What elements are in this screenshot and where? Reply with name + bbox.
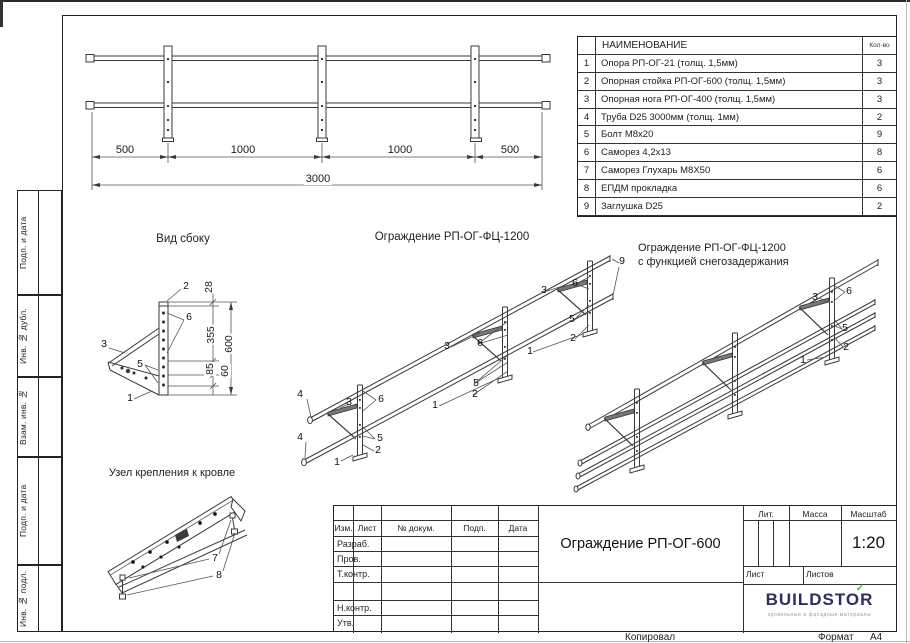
format-value: А4 [870, 632, 883, 643]
part-name: Заглушка D25 [596, 198, 863, 216]
tb-col-docnum: № докум. [397, 523, 435, 533]
tb-scale-label: Масштаб [850, 509, 887, 519]
part-name: Опорная стойка РП-ОГ-600 (толщ. 1,5мм) [596, 73, 863, 91]
callout-1: 1 [432, 399, 438, 411]
part-qty: 2 [863, 109, 896, 127]
tb-sheets-label: Листов [806, 569, 834, 579]
callout-2: 2 [472, 388, 478, 400]
callout-6: 6 [572, 277, 578, 289]
node-view-drawing [95, 487, 295, 637]
tb-col-izm: Изм. [334, 523, 353, 533]
side-view-title: Вид сбоку [156, 233, 210, 245]
dim-500-left: 500 [115, 144, 135, 156]
iso-center-title: Ограждение РП-ОГ-ФЦ-1200 [374, 231, 530, 243]
dim-1000-right: 1000 [387, 144, 413, 156]
parts-header-name: НАИМЕНОВАНИЕ [596, 37, 863, 55]
part-name: Опорная нога РП-ОГ-400 (толщ. 1,5мм) [596, 91, 863, 109]
part-name: ЕПДМ прокладка [596, 180, 863, 198]
tb-row-nkontr: Н.контр. [337, 603, 372, 613]
part-qty: 3 [863, 91, 896, 109]
part-qty: 6 [863, 162, 896, 180]
dim-500-right: 500 [500, 144, 520, 156]
logo-text: BUILDSTO ✓ R [765, 583, 874, 609]
callout-6: 6 [846, 285, 852, 297]
margin-label: Взам. инв. № [18, 389, 28, 445]
parts-header-num [578, 37, 596, 55]
tb-col-data: Дата [508, 523, 528, 533]
part-qty: 8 [863, 144, 896, 162]
part-qty: 3 [863, 73, 896, 91]
dim-85: 85 [204, 363, 216, 375]
callout-6: 6 [186, 311, 192, 323]
callout-9: 9 [619, 255, 625, 267]
document-title: Ограждение РП-ОГ-600 [560, 536, 721, 552]
callout-3: 3 [444, 340, 450, 352]
logo-o-house: O ✓ [845, 583, 866, 609]
page-corner-artifact [0, 0, 3, 27]
tb-row-utv: Утв. [337, 618, 355, 628]
tb-lit-label: Лит. [758, 509, 774, 519]
dim-60: 60 [219, 365, 231, 377]
part-num: 2 [578, 73, 596, 91]
callout-2: 2 [183, 280, 189, 292]
front-view-drawing [85, 42, 560, 192]
callout-4: 4 [297, 431, 303, 443]
callout-5: 5 [473, 377, 479, 389]
tb-col-list: Лист [357, 523, 377, 533]
callout-3: 3 [346, 396, 352, 408]
dim-600: 600 [223, 335, 235, 353]
iso-right-title-line2: с функцией снегозадержания [638, 256, 789, 268]
margin-label: Инв. № дубл. [18, 308, 28, 364]
callout-3: 3 [541, 284, 547, 296]
callout-1: 1 [800, 354, 806, 366]
part-name: Саморез 4,2х13 [596, 144, 863, 162]
dim-28: 28 [203, 281, 215, 293]
part-num: 1 [578, 55, 596, 73]
tb-mass-label: Масса [802, 509, 828, 519]
buildstor-logo [743, 584, 896, 631]
dim-1000-left: 1000 [230, 144, 256, 156]
page-top-edge [0, 0, 910, 2]
callout-4: 4 [297, 388, 303, 400]
part-num: 3 [578, 91, 596, 109]
callout-6: 6 [477, 337, 483, 349]
callout-2: 2 [843, 341, 849, 353]
callout-2: 2 [570, 332, 576, 344]
part-qty: 2 [863, 198, 896, 216]
part-qty: 6 [863, 180, 896, 198]
parts-table [577, 36, 897, 217]
callout-5: 5 [569, 313, 575, 325]
part-name: Труба D25 3000мм (толщ. 1мм) [596, 109, 863, 127]
margin-label: Инв. № подл. [18, 570, 28, 627]
tb-row-tkontr: Т.контр. [337, 569, 370, 579]
callout-7: 7 [212, 552, 218, 564]
tb-sheet-label: Лист [746, 569, 765, 579]
part-num: 7 [578, 162, 596, 180]
part-qty: 9 [863, 126, 896, 144]
callout-6: 6 [378, 393, 384, 405]
callout-1: 1 [127, 392, 133, 404]
part-num: 4 [578, 109, 596, 127]
part-name: Опора РП-ОГ-21 (толщ. 1,5мм) [596, 55, 863, 73]
callout-5: 5 [842, 322, 848, 334]
node-view-title: Узел крепления к кровле [108, 467, 236, 479]
page-bottom-edge [0, 641, 910, 642]
part-num: 9 [578, 198, 596, 216]
part-name: Болт М8х20 [596, 126, 863, 144]
iso-right-title-line1: Ограждение РП-ОГ-ФЦ-1200 [638, 242, 786, 254]
callout-2: 2 [375, 444, 381, 456]
iso-right-drawing [570, 240, 895, 495]
tb-row-prov: Пров. [337, 554, 361, 564]
title-block [333, 505, 897, 632]
format-label: Формат [818, 632, 854, 643]
margin-box-inv-podl [17, 565, 62, 632]
margin-box-sign-date-2 [17, 457, 62, 565]
callout-3: 3 [101, 338, 107, 350]
dim-3000-total: 3000 [305, 173, 331, 185]
page-right-edge [906, 0, 907, 643]
part-name: Саморез Глухарь М8Х50 [596, 162, 863, 180]
tb-row-razrab: Разраб. [337, 539, 370, 549]
callout-1: 1 [527, 345, 533, 357]
callout-5: 5 [377, 432, 383, 444]
part-num: 5 [578, 126, 596, 144]
dim-355: 355 [205, 326, 217, 344]
copied-label: Копировал [625, 632, 676, 643]
margin-box-sign-date-1 [17, 190, 62, 295]
part-num: 8 [578, 180, 596, 198]
side-view-drawing [100, 258, 250, 408]
callout-3: 3 [812, 291, 818, 303]
tb-col-podp: Подп. [463, 523, 486, 533]
margin-label: Подп. и дата [18, 216, 28, 269]
part-num: 6 [578, 144, 596, 162]
callout-1: 1 [334, 456, 340, 468]
margin-box-inv-dupl [17, 295, 62, 377]
logo-tagline: кровельные и фасадные материалы [767, 612, 872, 618]
scale-value: 1:20 [851, 533, 886, 552]
callout-5: 5 [137, 358, 143, 370]
parts-header-qty: Кол-во [863, 37, 896, 55]
margin-label: Подп. и дата [18, 484, 28, 538]
callout-8: 8 [216, 569, 222, 581]
part-qty: 3 [863, 55, 896, 73]
logo-check-icon: ✓ [855, 583, 866, 594]
margin-box-vzam-inv [17, 377, 62, 457]
